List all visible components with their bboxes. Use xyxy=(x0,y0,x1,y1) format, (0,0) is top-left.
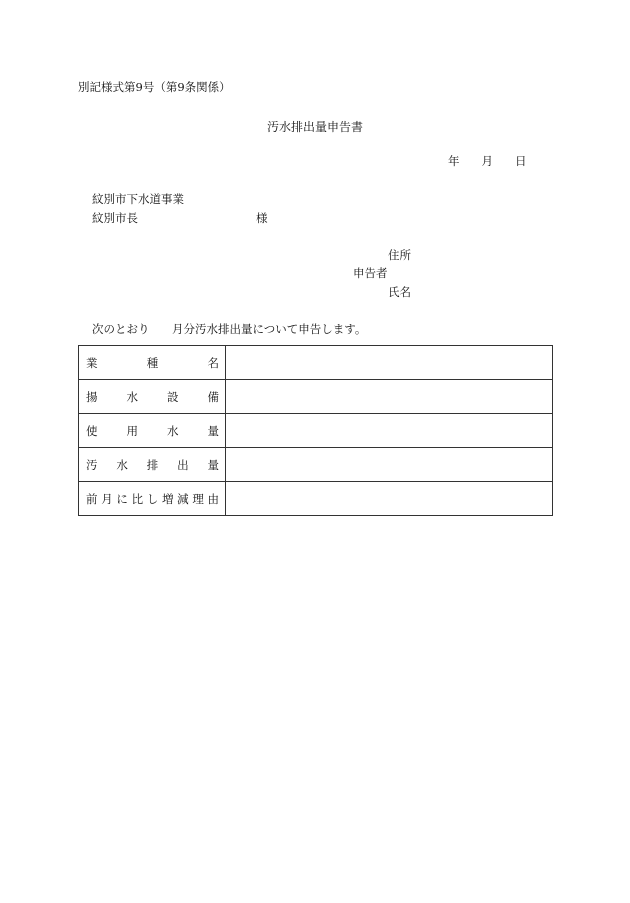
row-label-char: 水 xyxy=(167,423,179,438)
row-label-char: 用 xyxy=(126,423,138,438)
row-label-char: 使 xyxy=(86,423,98,438)
row-label xyxy=(86,423,219,439)
row-label-cell xyxy=(79,482,226,516)
row-label-char: 月 xyxy=(101,491,113,506)
row-label-char: 水 xyxy=(126,389,138,404)
row-label-char: 種 xyxy=(146,355,159,370)
row-pumping-equipment xyxy=(79,380,553,414)
row-label-cell xyxy=(79,346,226,380)
row-value-field[interactable] xyxy=(226,448,553,482)
row-label-char: 水 xyxy=(116,457,128,472)
row-label-char: 由 xyxy=(207,491,219,506)
row-label-char: 排 xyxy=(146,457,159,472)
row-label-cell xyxy=(79,414,226,448)
row-label-char: 増 xyxy=(161,491,174,506)
row-label-char: 比 xyxy=(131,491,144,506)
name-label: 氏名 xyxy=(388,285,411,299)
report-table xyxy=(78,345,553,516)
addressee-organization: 紋別市下水道事業 xyxy=(92,192,184,206)
row-wastewater-discharge xyxy=(79,448,553,482)
row-label-char: 汚 xyxy=(86,457,98,472)
row-label-char: 理 xyxy=(192,491,204,506)
row-label-char: 前 xyxy=(86,491,98,506)
date-line xyxy=(448,156,527,168)
row-value-field[interactable] xyxy=(226,380,553,414)
row-value-field[interactable] xyxy=(226,346,553,380)
row-label xyxy=(86,457,219,473)
row-label xyxy=(86,355,219,371)
date-year-label: 年 xyxy=(448,154,460,168)
row-label-char: 設 xyxy=(167,389,179,404)
row-label-char: 業 xyxy=(86,355,98,370)
row-label-char: 揚 xyxy=(86,389,98,404)
row-label-char: 量 xyxy=(207,457,219,472)
row-label-char: 出 xyxy=(177,457,189,472)
row-label-char: 減 xyxy=(177,491,189,506)
row-label-char: 名 xyxy=(207,355,219,370)
row-label-char: し xyxy=(146,491,159,506)
row-label-char: に xyxy=(116,491,128,506)
addressee-honorific: 様 xyxy=(256,211,268,225)
row-change-reason xyxy=(79,482,553,516)
row-water-usage xyxy=(79,414,553,448)
row-label-cell xyxy=(79,448,226,482)
document-title: 汚水排出量申告書 xyxy=(266,120,363,134)
row-label xyxy=(86,389,219,405)
reporter-label: 申告者 xyxy=(353,266,388,280)
date-month-label: 月 xyxy=(481,154,493,168)
row-business-type xyxy=(79,346,553,380)
intro-text-prefix: 次のとおり xyxy=(92,322,150,336)
row-label-cell xyxy=(79,380,226,414)
form-number: 別記様式第9号（第9条関係） xyxy=(78,80,231,94)
intro-text-suffix: 月分汚水排出量について申告します。 xyxy=(172,322,367,336)
row-label xyxy=(86,491,219,507)
row-value-field[interactable] xyxy=(226,482,553,516)
row-value-field[interactable] xyxy=(226,414,553,448)
address-label: 住所 xyxy=(388,248,411,262)
date-day-label: 日 xyxy=(515,154,527,168)
row-label-char: 量 xyxy=(207,423,219,438)
addressee-mayor: 紋別市長 xyxy=(92,211,138,225)
row-label-char: 備 xyxy=(207,389,219,404)
